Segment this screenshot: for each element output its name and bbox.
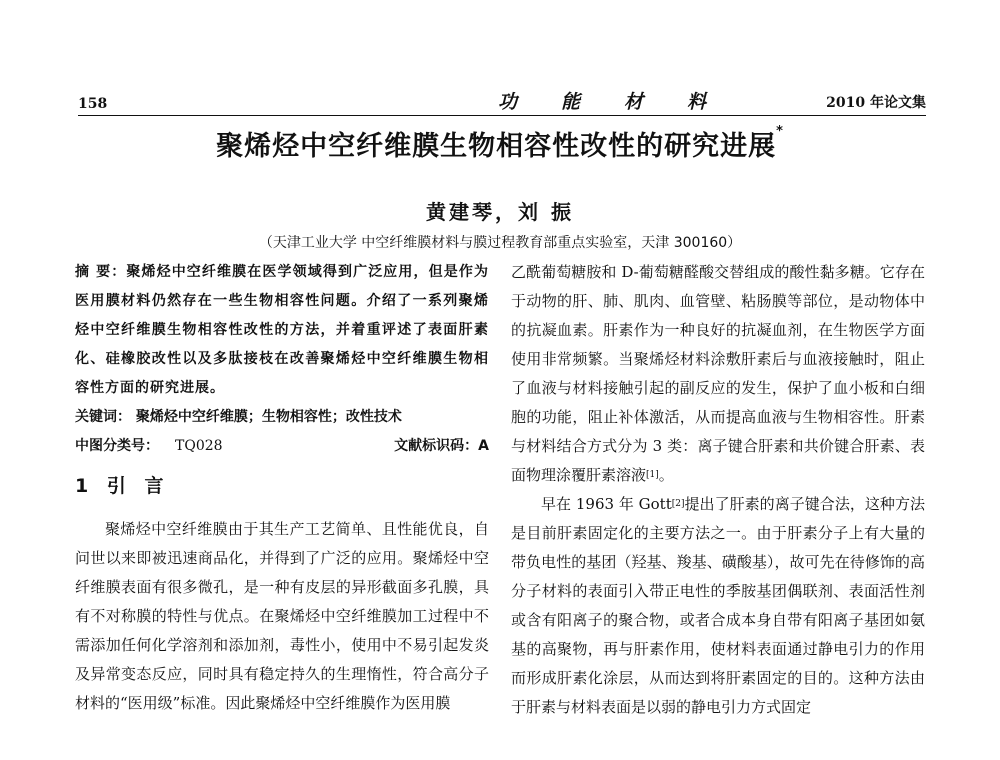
citation-2: [2]: [671, 499, 685, 509]
right-column: [511, 258, 925, 722]
abstract-label: 摘 要：: [75, 264, 127, 280]
affiliation: （天津工业大学 中空纤维膜材料与膜过程教育部重点实验室，天津 300160）: [258, 235, 742, 251]
citation-1: [1]: [646, 470, 659, 480]
ionic-text-start: 早在 1963 年 Gott: [541, 495, 672, 513]
left-column: [75, 258, 489, 718]
keywords-text: 聚烯烃中空纤维膜；生物相容性；改性技术: [135, 409, 402, 425]
class-code: TQ028: [175, 438, 223, 454]
running-header: [78, 92, 926, 116]
class-label: 中图分类号：: [75, 438, 159, 454]
paper-title: [0, 124, 1000, 163]
issue-label: 2010 年论文集: [826, 95, 926, 111]
page-number: 158: [78, 96, 108, 112]
heparin-text: 乙酰葡萄糖胺和 D-葡萄糖醛酸交替组成的酸性黏多糖。它存在于动物的肝、肺、肌肉、血管壁、粘肠膜等部位，是动物体中的抗凝血素。肝素作为一种良好的抗凝血剂，在生物医学方面使用非常频繁。当聚烯烃材料涂敷肝素后与血液接触时，阻止了血液与材料接触引起的副反应的发生，保护了血小板和白细胞的功能，阻止补体激活，从而提高血液与生物相容性。肝素与材料结合方式分为 3 类：离子键合肝素和共价键合肝素、表面物理涂覆肝素溶液: [511, 263, 925, 484]
ionic-text: 提出了肝素的离子键合法，这种方法是目前肝素固定化的主要方法之一。由于肝素分子上有大量的带负电性的基团（羟基、羧基、磺酸基），故可先在待修饰的高分子材料的表面引入带正电性的季胺基团偶联剂、表面活性剂或含有阳离子的聚合物，或者合成本身自带有阳离子基团如氨基的高聚物，再与肝素作用，使材料表面通过静电引力的作用而形成肝素化涂层，从而达到将肝素固定的目的。这种方法由于肝素与材料表面是以弱的静电引力方式固定: [511, 495, 925, 716]
section-heading: 1 引 言: [75, 475, 170, 497]
header-rule: [78, 115, 926, 116]
title-footnote-mark: *: [776, 124, 784, 139]
author-list: 黄建琴，刘 振: [426, 200, 574, 224]
keywords-label: 关键词：: [75, 409, 131, 425]
abstract: [75, 258, 489, 403]
abstract-text: 聚烯烃中空纤维膜在医学领域得到广泛应用，但是作为医用膜材料仍然存在一些生物相容性问题。介绍了一系列聚烯烃中空纤维膜生物相容性改性的方法，并着重评述了表面肝素化、硅橡胶改性以及多肽接枝在改善聚烯烃中空纤维膜生物相容性方面的研究进展。: [75, 264, 490, 396]
intro-paragraph: 聚烯烃中空纤维膜由于其生产工艺简单、且性能优良，自问世以来即被迅速商品化，并得到了广泛的应用。聚烯烃中空纤维膜表面有很多微孔，是一种有皮层的异形截面多孔膜，具有不对称膜的特性与优点。在聚烯烃中空纤维膜加工过程中不需添加任何化学溶剂和添加剂，毒性小，使用中不易引起发炎及异常变态反应，同时具有稳定持久的生理惰性，符合高分子材料的“医用级”标准。因此聚烯烃中空纤维膜作为医用膜: [75, 520, 489, 712]
document-code: [394, 432, 489, 461]
keywords: [75, 403, 489, 432]
heparin-text-end: 。: [658, 466, 674, 484]
doc-label: 文献标识码：: [394, 438, 479, 454]
journal-name: 功能材料: [498, 91, 751, 113]
heparin-paragraph: [511, 258, 925, 490]
doc-code: A: [478, 438, 489, 454]
classification-line: [75, 432, 489, 461]
title-text: 聚烯烃中空纤维膜生物相容性改性的研究进展: [216, 131, 777, 162]
ionic-bonding-paragraph: [511, 490, 925, 722]
